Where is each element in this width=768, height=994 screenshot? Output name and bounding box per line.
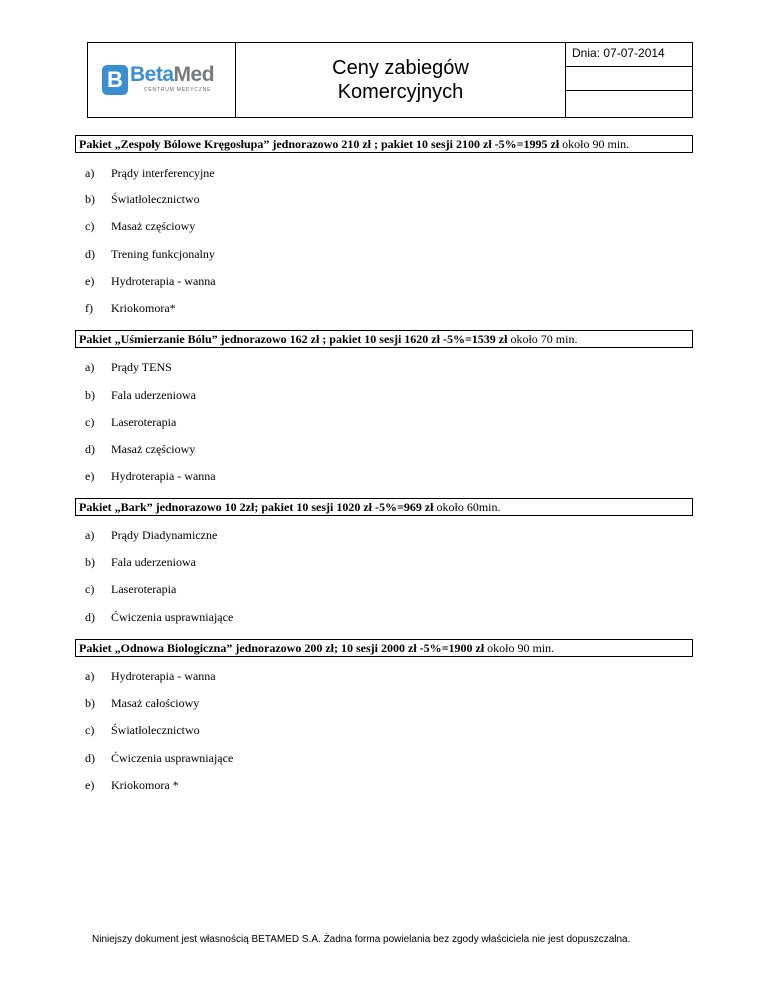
logo-subtitle: CENTRUM MEDYCZNE bbox=[144, 87, 212, 93]
list-item: a) Prądy interferencyjne bbox=[85, 166, 215, 180]
logo-med-text: Med bbox=[173, 63, 215, 86]
footer-disclaimer: Niniejszy dokument jest własnością BETAMED S.A. Żadna forma powielania bez zgody właściciela nie jest dopuszczalna. bbox=[92, 934, 631, 945]
list-item: d) Ćwiczenia usprawniające bbox=[85, 751, 234, 765]
list-item: c) Światłolecznictwo bbox=[85, 723, 200, 737]
date-column bbox=[566, 43, 692, 117]
package-title: „Uśmierzanie Bólu” jednorazowo 162 zł ; pakiet 10 sesji 1620 zł -5%=1539 zł bbox=[114, 332, 508, 346]
list-item: c) Laseroterapia bbox=[85, 582, 177, 596]
list-item: b) Masaż całościowy bbox=[85, 696, 200, 710]
document-header bbox=[87, 42, 693, 118]
empty-row-1 bbox=[566, 67, 692, 91]
list-item: a) Prądy TENS bbox=[85, 360, 172, 374]
betamed-logo bbox=[102, 65, 224, 97]
list-item: f) Kriokomora* bbox=[85, 301, 176, 315]
logo-beta-text: Beta bbox=[130, 63, 174, 86]
package-duration: około 60min. bbox=[436, 500, 501, 514]
logo-cell bbox=[88, 43, 236, 117]
package-prefix: Pakiet bbox=[79, 500, 112, 514]
document-title bbox=[236, 43, 566, 117]
package-title: „Odnowa Biologiczna” jednorazowo 200 zł; 10 sesji 2000 zł -5%=1900 zł bbox=[114, 641, 485, 655]
list-item: a) Hydroterapia - wanna bbox=[85, 669, 216, 683]
package-header bbox=[75, 498, 693, 516]
package-title: „Bark” jednorazowo 10 2zł; pakiet 10 sesji 1020 zł -5%=969 zł bbox=[114, 500, 434, 514]
list-item: d) Ćwiczenia usprawniające bbox=[85, 610, 234, 624]
list-item: d) Masaż częściowy bbox=[85, 442, 196, 456]
package-header bbox=[75, 330, 693, 348]
package-prefix: Pakiet bbox=[79, 137, 112, 151]
list-item: e) Hydroterapia - wanna bbox=[85, 469, 216, 483]
package-duration: około 90 min. bbox=[487, 641, 555, 655]
list-item: a) Prądy Diadynamiczne bbox=[85, 528, 218, 542]
list-item: c) Masaż częściowy bbox=[85, 219, 196, 233]
list-item: b) Światłolecznictwo bbox=[85, 192, 200, 206]
list-item: b) Fala uderzeniowa bbox=[85, 555, 196, 569]
date-field: Dnia: 07-07-2014 bbox=[566, 43, 692, 67]
package-header bbox=[75, 639, 693, 657]
package-title: „Zespoły Bólowe Kręgosłupa” jednorazowo 210 zł ; pakiet 10 sesji 2100 zł -5%=1995 zł bbox=[114, 137, 560, 151]
package-prefix: Pakiet bbox=[79, 332, 112, 346]
empty-row-2 bbox=[566, 91, 692, 117]
package-duration: około 70 min. bbox=[510, 332, 578, 346]
title-line-2: Komercyjnych bbox=[337, 81, 464, 103]
package-duration: około 90 min. bbox=[562, 137, 630, 151]
package-prefix: Pakiet bbox=[79, 641, 112, 655]
list-item: e) Hydroterapia - wanna bbox=[85, 274, 216, 288]
list-item: b) Fala uderzeniowa bbox=[85, 388, 196, 402]
list-item: e) Kriokomora * bbox=[85, 778, 179, 792]
title-line-1: Ceny zabiegów bbox=[332, 57, 469, 79]
list-item: c) Laseroterapia bbox=[85, 415, 177, 429]
package-header bbox=[75, 135, 693, 153]
logo-b-icon: B bbox=[102, 65, 128, 95]
list-item: d) Trening funkcjonalny bbox=[85, 247, 215, 261]
